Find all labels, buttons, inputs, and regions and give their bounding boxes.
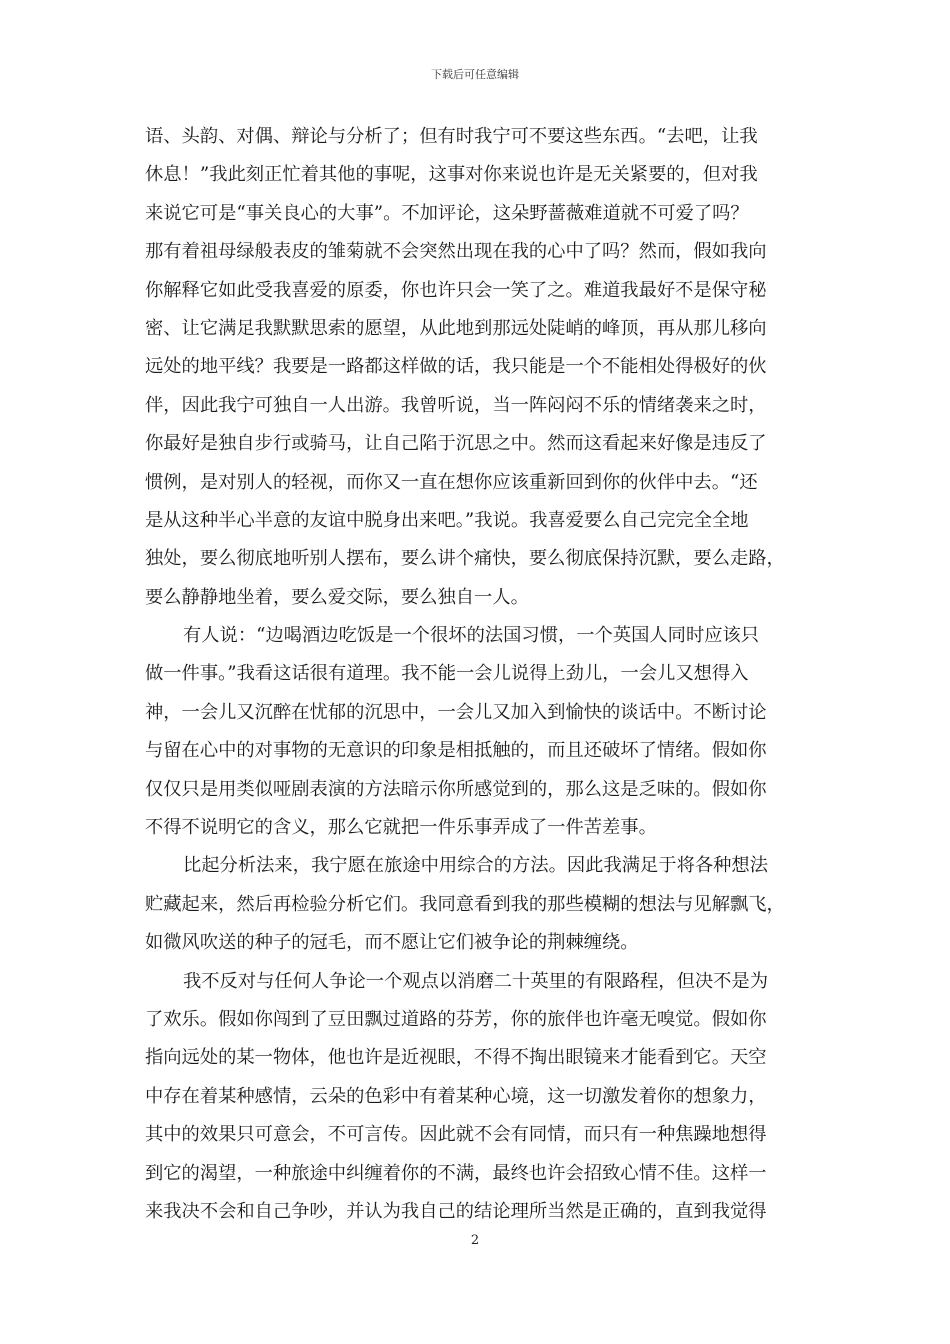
text-line: 要么静静地坐着，要么爱交际，要么独自一人。: [145, 586, 529, 608]
page-number: 2: [470, 1233, 480, 1248]
text-line: 来我决不会和自己争吵，并认为我自己的结论理所当然是正确的，直到我觉得: [145, 1200, 767, 1222]
text-line: 到它的渴望，一种旅途中纠缠着你的不满，最终也许会招致心情不佳。这样一: [145, 1162, 767, 1184]
text-line: 远处的地平线？我要是一路都这样做的话，我只能是一个不能相处得极好的伙: [145, 356, 767, 378]
text-line: 来说它可是“事关良心的大事”。不加评论，这朵野蔷薇难道就不可爱了吗？: [145, 202, 749, 224]
text-line: 语、头韵、对偶、辩论与分析了；但有时我宁可不要这些东西。“去吧，让我: [145, 126, 758, 147]
text-line: 仅仅只是用类似哑剧表演的方法暗示你所感觉到的，那么这是乏味的。假如你: [145, 778, 767, 800]
text-line: 那有着祖母绿般表皮的雏菊就不会突然出现在我的心中了吗？然而，假如我向: [145, 241, 767, 263]
text-line: 惯例，是对别人的轻视，而你又一直在想你应该重新回到你的伙伴中去。“还: [145, 471, 758, 493]
text-line: 你解释它如此受我喜爱的原委，你也许只会一笑了之。难道我最好不是保守秘: [145, 279, 767, 301]
text-line: 休息！”我此刻正忙着其他的事呢，这事对你来说也许是无关紧要的，但对我: [145, 164, 758, 186]
text-line: 是从这种半心半意的友谊中脱身出来吧。”我说。我喜爱要么自己完完全全地: [145, 509, 749, 531]
text-line: 中存在着某种感情，云朵的色彩中有着某种心境，这一切激发着你的想象力，: [145, 1085, 767, 1107]
text-line: 伴，因此我宁可独自一人出游。我曾听说，当一阵闷闷不乐的情绪袭来之时，: [145, 394, 767, 416]
text-line: 密、让它满足我默默思索的愿望，从此地到那远处陡峭的峰顶，再从那儿移向: [145, 317, 767, 339]
text-line: 如微风吹送的种子的冠毛，而不愿让它们被争论的荆棘缠绕。: [145, 932, 639, 954]
paragraph-first-line: 比起分析法来，我宁愿在旅途中用综合的方法。因此我满足于将各种想法: [183, 855, 768, 877]
paragraph-first-line: 我不反对与任何人争论一个观点以消磨二十英里的有限路程，但决不是为: [183, 970, 768, 992]
text-line: 你最好是独自步行或骑马，让自己陷于沉思之中。然而这看起来好像是违反了: [145, 433, 767, 455]
text-line: 指向远处的某一物体，他也许是近视眼，不得不掏出眼镜来才能看到它。天空: [145, 1047, 767, 1069]
text-line: 独处，要么彻底地听别人摆布，要么讲个痛快，要么彻底保持沉默，要么走路，: [145, 548, 785, 570]
text-line: 与留在心中的对事物的无意识的印象是相抵触的，而且还破坏了情绪。假如你: [145, 740, 767, 762]
text-line: 其中的效果只可意会，不可言传。因此就不会有同情，而只有一种焦躁地想得: [145, 1124, 767, 1146]
text-line: 做一件事。”我看这话很有道理。我不能一会儿说得上劲儿，一会儿又想得入: [145, 663, 749, 685]
text-line: 神，一会儿又沉醉在忧郁的沉思中，一会儿又加入到愉快的谈话中。不断讨论: [145, 701, 767, 723]
text-line: 不得不说明它的含义，那么它就把一件乐事弄成了一件苦差事。: [145, 817, 657, 839]
text-line: 了欢乐。假如你闯到了豆田飘过道路的芬芳，你的旅伴也许毫无嗅觉。假如你: [145, 1008, 767, 1030]
text-line: 贮藏起来，然后再检验分析它们。我同意看到我的那些模糊的想法与见解飘飞，: [145, 893, 785, 915]
document-body: [145, 118, 811, 1231]
page-header: 下载后可任意编辑: [431, 68, 519, 81]
paragraph-first-line: 有人说：“边喝酒边吃饭是一个很坏的法国习惯，一个英国人同时应该只: [183, 625, 760, 647]
